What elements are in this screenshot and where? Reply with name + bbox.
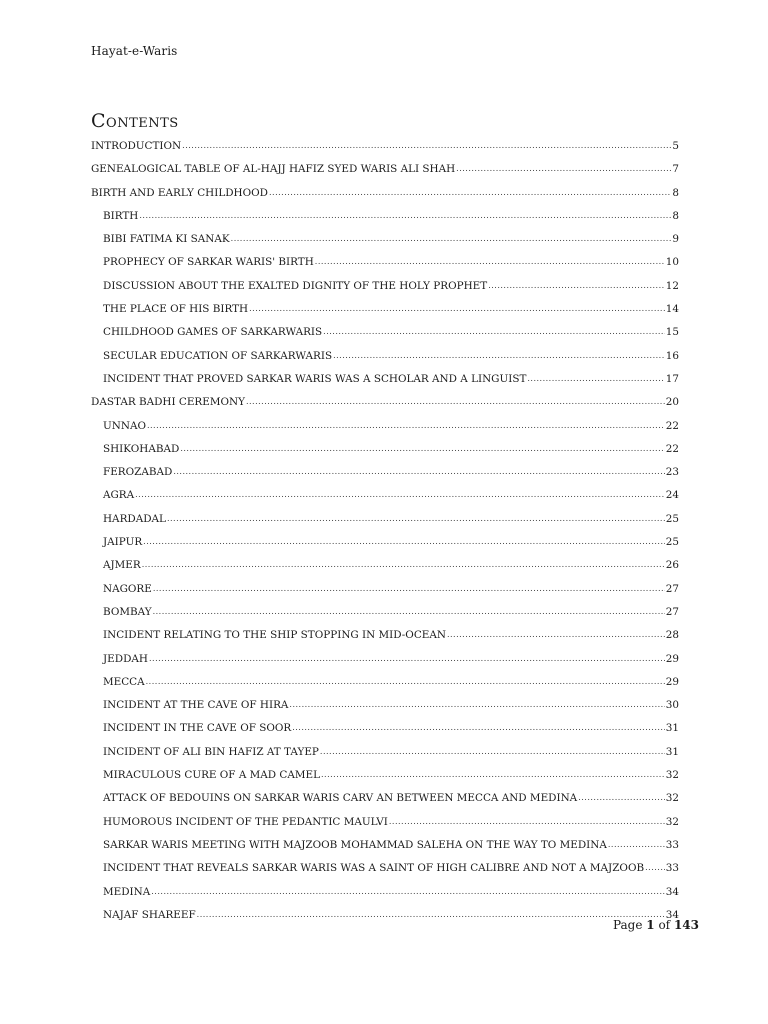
toc-entry[interactable]: [91, 580, 679, 603]
toc-entry-page-number: 31: [665, 745, 679, 758]
toc-dot-leader: [608, 835, 665, 854]
toc-dot-leader: [146, 672, 665, 691]
toc-entry-title: DISCUSSION ABOUT THE EXALTED DIGNITY OF THE HOLY PROPHET: [103, 279, 488, 292]
toc-entry[interactable]: [91, 440, 679, 463]
toc-entry-title: MEDINA: [103, 885, 151, 898]
toc-dot-leader: [231, 229, 672, 248]
toc-dot-leader: [149, 649, 665, 668]
toc-entry[interactable]: [91, 789, 679, 812]
toc-entry-title: CHILDHOOD GAMES OF SARKARWARIS: [103, 326, 323, 339]
toc-entry-title: FEROZABAD: [103, 466, 173, 479]
toc-dot-leader: [139, 206, 671, 225]
toc-dot-leader: [315, 252, 665, 271]
toc-entry-title: SARKAR WARIS MEETING WITH MAJZOOB MOHAMMAD SALEHA ON THE WAY TO MEDINA: [103, 838, 607, 851]
toc-entry[interactable]: [91, 510, 679, 533]
toc-entry-page-number: 16: [665, 349, 679, 362]
toc-entry[interactable]: [91, 556, 679, 579]
toc-dot-leader: [197, 905, 665, 924]
toc-dot-leader: [323, 322, 665, 341]
page-footer: [613, 918, 699, 932]
contents-heading: Contents: [91, 110, 179, 132]
toc-entry-page-number: 27: [665, 582, 679, 595]
toc-entry[interactable]: [91, 253, 679, 276]
toc-entry-page-number: 33: [665, 862, 679, 875]
toc-entry-title: NAJAF SHAREEF: [103, 908, 196, 921]
toc-entry-page-number: 34: [665, 885, 679, 898]
toc-entry[interactable]: [91, 370, 679, 393]
toc-dot-leader: [389, 812, 665, 831]
toc-entry-title: AJMER: [103, 559, 141, 572]
toc-entry-title: INCIDENT IN THE CAVE OF SOOR: [103, 722, 292, 735]
toc-entry-title: DASTAR BADHI CEREMONY: [91, 396, 245, 409]
toc-entry[interactable]: [91, 137, 679, 160]
footer-separator: of: [654, 918, 674, 932]
toc-entry-page-number: 22: [665, 419, 679, 432]
toc-dot-leader: [292, 718, 665, 737]
toc-dot-leader: [289, 695, 664, 714]
toc-dot-leader: [456, 159, 671, 178]
toc-entry[interactable]: [91, 184, 679, 207]
toc-entry-page-number: 12: [665, 279, 679, 292]
toc-entry[interactable]: [91, 533, 679, 556]
toc-entry-page-number: 10: [665, 256, 679, 269]
document-header-title: Hayat-e-Waris: [91, 44, 178, 58]
toc-entry-title: INCIDENT AT THE CAVE OF HIRA: [103, 699, 289, 712]
toc-entry-page-number: 20: [665, 396, 679, 409]
toc-entry-page-number: 24: [665, 489, 679, 502]
toc-entry-page-number: 23: [665, 466, 679, 479]
toc-entry-page-number: 5: [672, 140, 679, 152]
toc-entry[interactable]: [91, 673, 679, 696]
toc-entry-title: UNNAO: [103, 419, 146, 432]
toc-entry[interactable]: [91, 417, 679, 440]
toc-dot-leader: [142, 555, 665, 574]
toc-entry[interactable]: [91, 766, 679, 789]
toc-entry-title: NAGORE: [103, 582, 152, 595]
toc-entry[interactable]: [91, 650, 679, 673]
toc-entry[interactable]: [91, 300, 679, 323]
toc-entry-title: JEDDAH: [103, 652, 148, 665]
toc-entry[interactable]: [91, 277, 679, 300]
toc-entry-title: ATTACK OF BEDOUINS ON SARKAR WARIS CARV AN BETWEEN MECCA AND MEDINA: [103, 792, 578, 805]
toc-entry-title: MIRACULOUS CURE OF A MAD CAMEL: [103, 769, 320, 782]
toc-entry-page-number: 32: [665, 815, 679, 828]
toc-entry[interactable]: [91, 486, 679, 509]
toc-entry-page-number: 14: [665, 303, 679, 316]
toc-dot-leader: [447, 625, 665, 644]
toc-entry-title: INTRODUCTION: [91, 140, 182, 152]
toc-entry-title: SHIKOHABAD: [103, 442, 180, 455]
toc-dot-leader: [151, 882, 665, 901]
toc-entry-title: INCIDENT THAT PROVED SARKAR WARIS WAS A SCHOLAR AND A LINGUIST: [103, 372, 527, 385]
toc-dot-leader: [182, 136, 671, 155]
toc-dot-leader: [180, 439, 664, 458]
toc-entry-title: BOMBAY: [103, 605, 152, 618]
toc-dot-leader: [320, 742, 665, 761]
footer-current-page: 1: [646, 918, 655, 932]
toc-entry-title: PROPHECY OF SARKAR WARIS' BIRTH: [103, 256, 314, 269]
toc-entry-title: SECULAR EDUCATION OF SARKARWARIS: [103, 349, 333, 362]
toc-entry-title: MECCA: [103, 675, 145, 688]
toc-dot-leader: [167, 509, 665, 528]
toc-entry-page-number: 15: [665, 326, 679, 339]
toc-entry-title: BIRTH AND EARLY CHILDHOOD: [91, 186, 268, 199]
footer-total-pages: 143: [673, 918, 699, 932]
toc-entry-page-number: 32: [665, 792, 679, 805]
toc-entry-title: BIBI FATIMA KI SANAK: [103, 233, 230, 246]
toc-dot-leader: [527, 369, 664, 388]
toc-entry[interactable]: [91, 626, 679, 649]
toc-entry[interactable]: [91, 859, 679, 882]
toc-entry-page-number: 32: [665, 769, 679, 782]
table-of-contents: [91, 137, 679, 929]
toc-dot-leader: [246, 392, 665, 411]
toc-entry-page-number: 30: [665, 699, 679, 712]
toc-entry-page-number: 31: [665, 722, 679, 735]
toc-entry[interactable]: [91, 719, 679, 742]
toc-dot-leader: [321, 765, 665, 784]
toc-entry-title: BIRTH: [103, 209, 139, 222]
toc-dot-leader: [153, 579, 665, 598]
toc-entry[interactable]: [91, 883, 679, 906]
toc-dot-leader: [173, 462, 664, 481]
toc-entry-page-number: 26: [665, 559, 679, 572]
toc-entry-page-number: 9: [672, 233, 679, 246]
toc-entry-title: INCIDENT THAT REVEALS SARKAR WARIS WAS A SAINT OF HIGH CALIBRE AND NOT A MAJZOOB: [103, 862, 645, 875]
toc-entry[interactable]: [91, 160, 679, 183]
toc-entry-page-number: 29: [665, 675, 679, 688]
toc-entry-title: HUMOROUS INCIDENT OF THE PEDANTIC MAULVI: [103, 815, 388, 828]
toc-dot-leader: [143, 532, 665, 551]
toc-dot-leader: [645, 858, 665, 877]
toc-entry-title: JAIPUR: [103, 536, 143, 549]
toc-dot-leader: [488, 276, 665, 295]
toc-entry-title: INCIDENT OF ALI BIN HAFIZ AT TAYEP: [103, 745, 319, 758]
toc-entry[interactable]: [91, 813, 679, 836]
toc-entry-page-number: 7: [672, 163, 679, 176]
toc-entry[interactable]: [91, 743, 679, 766]
toc-entry[interactable]: [91, 696, 679, 719]
toc-entry-page-number: 22: [665, 442, 679, 455]
toc-entry[interactable]: [91, 347, 679, 370]
toc-entry[interactable]: [91, 323, 679, 346]
toc-dot-leader: [135, 485, 665, 504]
toc-entry[interactable]: [91, 463, 679, 486]
toc-dot-leader: [147, 416, 665, 435]
toc-entry-page-number: 34: [665, 908, 679, 921]
toc-entry-page-number: 33: [665, 838, 679, 851]
toc-dot-leader: [153, 602, 665, 621]
toc-entry[interactable]: [91, 603, 679, 626]
toc-entry[interactable]: [91, 230, 679, 253]
toc-entry-page-number: 28: [665, 629, 679, 642]
footer-prefix: Page: [612, 918, 647, 932]
toc-entry-page-number: 8: [672, 209, 679, 222]
toc-entry-page-number: 8: [672, 186, 679, 199]
toc-entry-page-number: 29: [665, 652, 679, 665]
toc-entry-title: THE PLACE OF HIS BIRTH: [103, 303, 249, 316]
toc-entry-title: GENEALOGICAL TABLE OF AL-HAJJ HAFIZ SYED WARIS ALI SHAH: [91, 163, 456, 176]
toc-entry[interactable]: [91, 836, 679, 859]
toc-entry-page-number: 25: [665, 512, 679, 525]
toc-dot-leader: [249, 299, 665, 318]
toc-entry-title: HARDADAL: [103, 512, 166, 525]
toc-dot-leader: [578, 788, 665, 807]
toc-entry-page-number: 25: [665, 536, 679, 549]
toc-entry-page-number: 17: [665, 372, 679, 385]
toc-entry[interactable]: [91, 393, 679, 416]
toc-dot-leader: [333, 346, 665, 365]
toc-entry-title: INCIDENT RELATING TO THE SHIP STOPPING IN MID-OCEAN: [103, 629, 446, 642]
toc-entry-title: AGRA: [103, 489, 135, 502]
toc-entry[interactable]: [91, 207, 679, 230]
toc-dot-leader: [269, 183, 671, 202]
toc-entry-page-number: 27: [665, 605, 679, 618]
toc-entry[interactable]: [91, 906, 679, 929]
